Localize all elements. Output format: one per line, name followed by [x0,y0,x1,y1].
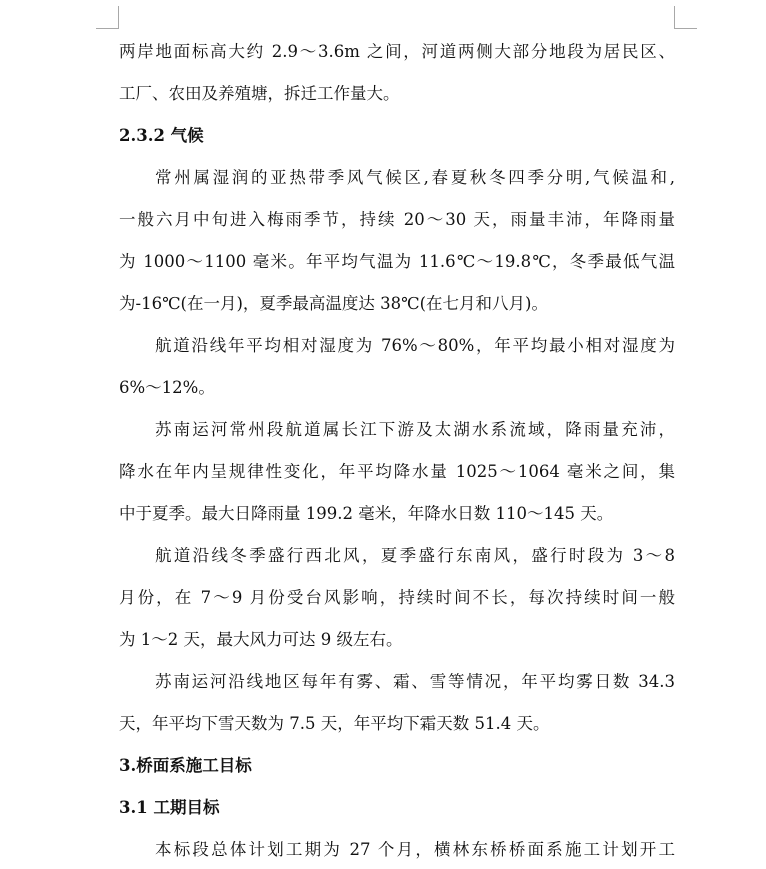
section-heading-schedule-goal: 3.1 工期目标 [119,798,220,817]
paragraph-line: 本标段总体计划工期为 27 个月，横林东桥桥面系施工计划开工 [155,840,675,859]
paragraph-line: 为 1000～1100 毫米。年平均气温为 11.6℃～19.8℃，冬季最低气温 [119,252,675,271]
paragraph-line: 为-16℃(在一月)，夏季最高温度达 38℃(在七月和八月)。 [119,294,548,313]
paragraph-line: 工厂、农田及养殖塘，拆迁工作量大。 [119,84,400,103]
paragraph-line: 月份，在 7～9 月份受台风影响，持续时间不长，每次持续时间一般 [119,588,675,607]
paragraph-line: 一般六月中旬进入梅雨季节，持续 20～30 天，雨量丰沛，年降雨量 [119,210,675,229]
page-corner-mark-left [96,6,119,29]
page-corner-mark-right [674,6,697,29]
paragraph-line: 6%～12%。 [119,378,215,397]
paragraph-line: 降水在年内呈规律性变化，年平均降水量 1025～1064 毫米之间，集 [119,462,675,481]
paragraph-line: 为 1～2 天，最大风力可达 9 级左右。 [119,630,403,649]
section-heading-climate: 2.3.2 气候 [119,126,204,145]
paragraph-line: 常州属湿润的亚热带季风气候区,春夏秋冬四季分明,气候温和, [155,168,675,187]
paragraph-line: 苏南运河沿线地区每年有雾、霜、雪等情况，年平均雾日数 34.3 [155,672,675,691]
section-heading-bridge-deck-goals: 3.桥面系施工目标 [119,756,252,775]
paragraph-line: 两岸地面标高大约 2.9～3.6m 之间，河道两侧大部分地段为居民区、 [119,42,675,61]
paragraph-line: 航道沿线冬季盛行西北风，夏季盛行东南风，盛行时段为 3～8 [155,546,675,565]
paragraph-line: 天，年平均下雪天数为 7.5 天，年平均下霜天数 51.4 天。 [119,714,550,733]
paragraph-line: 苏南运河常州段航道属长江下游及太湖水系流域，降雨量充沛， [155,420,675,439]
paragraph-line: 航道沿线年平均相对湿度为 76%～80%，年平均最小相对湿度为 [155,336,675,355]
paragraph-line: 中于夏季。最大日降雨量 199.2 毫米，年降水日数 110～145 天。 [119,504,614,523]
